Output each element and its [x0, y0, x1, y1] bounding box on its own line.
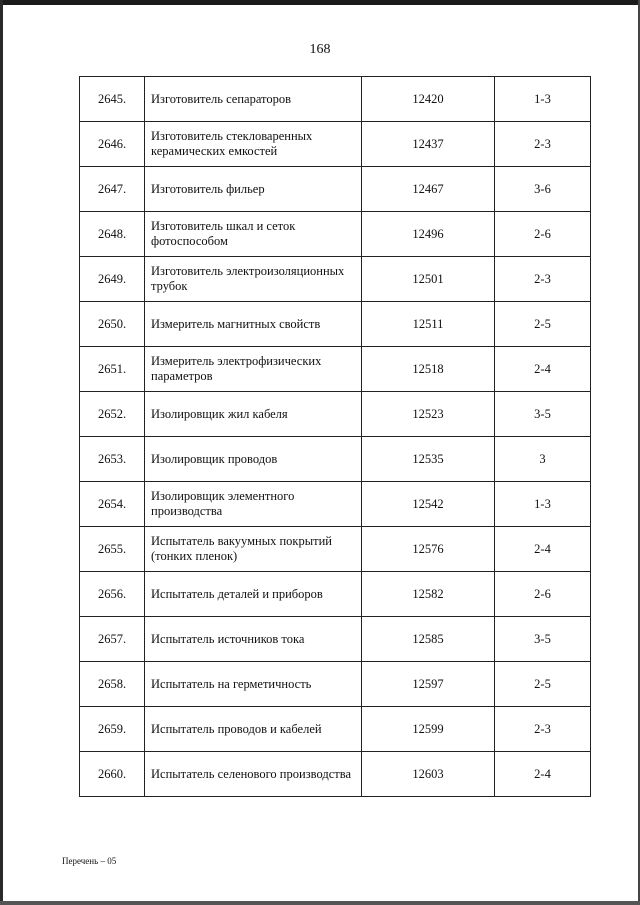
profession-name: Изготовитель электроизоляционных трубок [145, 257, 362, 302]
table-row [80, 167, 591, 212]
grade-range: 3-5 [495, 617, 591, 662]
grade-range: 3-5 [495, 392, 591, 437]
table-row [80, 77, 591, 122]
profession-code: 12599 [362, 707, 495, 752]
row-number: 2645. [80, 77, 145, 122]
table-row [80, 482, 591, 527]
row-number: 2646. [80, 122, 145, 167]
profession-name: Испытатель источников тока [145, 617, 362, 662]
table-row [80, 707, 591, 752]
grade-range: 3 [495, 437, 591, 482]
row-number: 2649. [80, 257, 145, 302]
row-number: 2651. [80, 347, 145, 392]
page-number: 168 [309, 42, 331, 57]
table-row [80, 122, 591, 167]
profession-code: 12576 [362, 527, 495, 572]
row-number: 2648. [80, 212, 145, 257]
profession-code: 12420 [362, 77, 495, 122]
profession-name: Измеритель электрофизических параметров [145, 347, 362, 392]
row-number: 2660. [80, 752, 145, 797]
row-number: 2652. [80, 392, 145, 437]
grade-range: 2-3 [495, 257, 591, 302]
profession-code: 12542 [362, 482, 495, 527]
profession-code: 12511 [362, 302, 495, 347]
professions-table-body [80, 77, 591, 797]
row-number: 2659. [80, 707, 145, 752]
profession-code: 12585 [362, 617, 495, 662]
grade-range: 2-4 [495, 347, 591, 392]
table-row [80, 437, 591, 482]
profession-name: Испытатель селенового производства [145, 752, 362, 797]
table-row [80, 572, 591, 617]
grade-range: 2-5 [495, 302, 591, 347]
grade-range: 2-4 [495, 527, 591, 572]
table-row [80, 302, 591, 347]
row-number: 2657. [80, 617, 145, 662]
profession-name: Изготовитель стекловаренных керамических емкостей [145, 122, 362, 167]
profession-name: Испытатель вакуумных покрытий (тонких пленок) [145, 527, 362, 572]
table-row [80, 257, 591, 302]
grade-range: 3-6 [495, 167, 591, 212]
table-row [80, 527, 591, 572]
grade-range: 2-6 [495, 572, 591, 617]
profession-code: 12535 [362, 437, 495, 482]
profession-code: 12437 [362, 122, 495, 167]
profession-name: Изготовитель сепараторов [145, 77, 362, 122]
profession-name: Изготовитель шкал и сеток фотоспособом [145, 212, 362, 257]
grade-range: 1-3 [495, 482, 591, 527]
profession-code: 12467 [362, 167, 495, 212]
profession-code: 12518 [362, 347, 495, 392]
profession-name: Испытатель на герметичность [145, 662, 362, 707]
footer-note: Перечень – 05 [62, 856, 117, 866]
grade-range: 2-6 [495, 212, 591, 257]
row-number: 2653. [80, 437, 145, 482]
row-number: 2654. [80, 482, 145, 527]
grade-range: 2-3 [495, 122, 591, 167]
grade-range: 2-4 [495, 752, 591, 797]
table-row [80, 662, 591, 707]
scan-edge-top [0, 0, 640, 5]
profession-name: Изолировщик элементного производства [145, 482, 362, 527]
row-number: 2658. [80, 662, 145, 707]
profession-name: Изолировщик жил кабеля [145, 392, 362, 437]
profession-name: Изолировщик проводов [145, 437, 362, 482]
profession-name: Изготовитель фильер [145, 167, 362, 212]
profession-code: 12603 [362, 752, 495, 797]
table-row [80, 212, 591, 257]
grade-range: 2-3 [495, 707, 591, 752]
row-number: 2647. [80, 167, 145, 212]
professions-table [79, 76, 591, 797]
grade-range: 1-3 [495, 77, 591, 122]
profession-code: 12501 [362, 257, 495, 302]
row-number: 2655. [80, 527, 145, 572]
profession-code: 12523 [362, 392, 495, 437]
grade-range: 2-5 [495, 662, 591, 707]
profession-code: 12597 [362, 662, 495, 707]
table-row [80, 347, 591, 392]
profession-name: Измеритель магнитных свойств [145, 302, 362, 347]
scan-edge-bottom [0, 901, 640, 905]
profession-code: 12496 [362, 212, 495, 257]
scan-edge-left [0, 0, 3, 905]
row-number: 2656. [80, 572, 145, 617]
profession-name: Испытатель деталей и приборов [145, 572, 362, 617]
profession-code: 12582 [362, 572, 495, 617]
row-number: 2650. [80, 302, 145, 347]
profession-name: Испытатель проводов и кабелей [145, 707, 362, 752]
table-row [80, 617, 591, 662]
table-row [80, 752, 591, 797]
table-row [80, 392, 591, 437]
